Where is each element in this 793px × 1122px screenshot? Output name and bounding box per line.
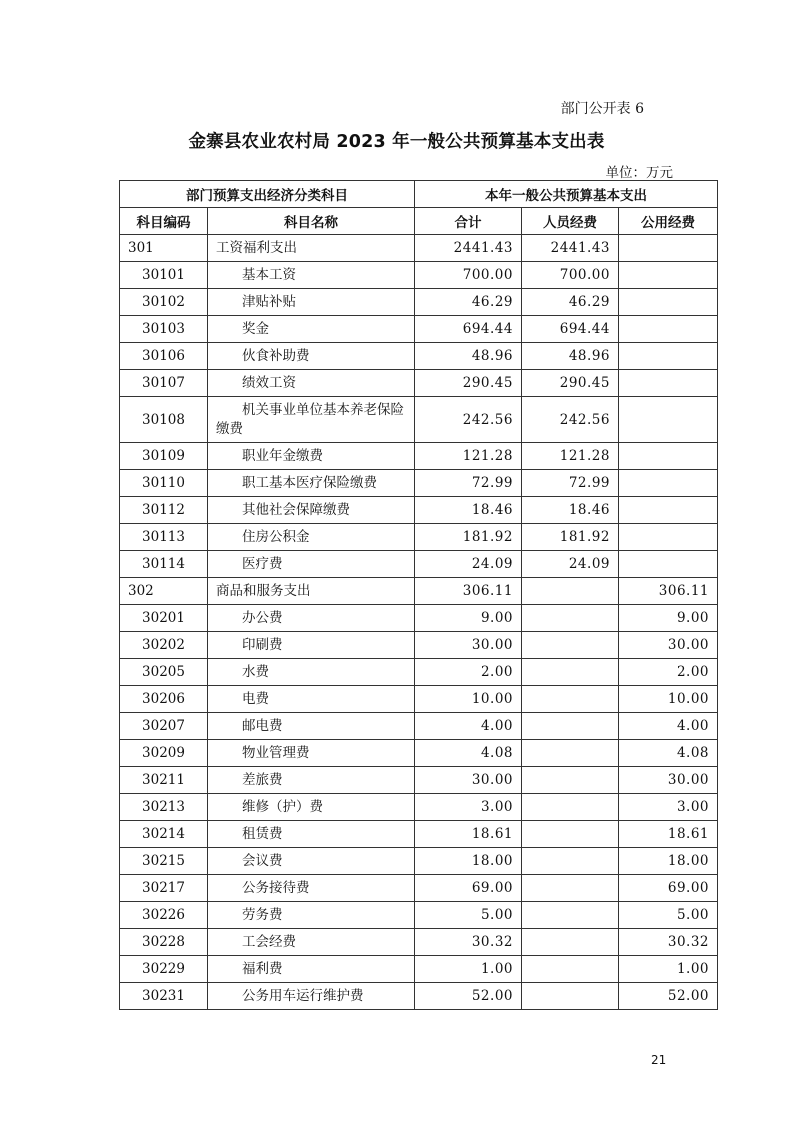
cell-total: 46.29 <box>415 289 522 316</box>
cell-code: 30201 <box>120 605 208 632</box>
cell-code: 30202 <box>120 632 208 659</box>
cell-public: 2.00 <box>619 659 718 686</box>
cell-public <box>619 262 718 289</box>
table-row <box>120 740 718 767</box>
cell-name: 商品和服务支出 <box>208 578 415 605</box>
cell-name: 印刷费 <box>208 632 415 659</box>
cell-total: 306.11 <box>415 578 522 605</box>
cell-public: 52.00 <box>619 983 718 1010</box>
cell-name: 邮电费 <box>208 713 415 740</box>
cell-name: 伙食补助费 <box>208 343 415 370</box>
cell-code: 30205 <box>120 659 208 686</box>
cell-code: 30114 <box>120 551 208 578</box>
cell-code: 30112 <box>120 497 208 524</box>
cell-total: 242.56 <box>415 397 522 443</box>
table-row <box>120 289 718 316</box>
cell-code: 30214 <box>120 821 208 848</box>
header-economic-classification: 部门预算支出经济分类科目 <box>120 181 415 208</box>
cell-code: 30110 <box>120 470 208 497</box>
cell-total: 48.96 <box>415 343 522 370</box>
cell-public: 18.61 <box>619 821 718 848</box>
cell-personnel <box>522 767 619 794</box>
cell-public: 1.00 <box>619 956 718 983</box>
cell-name: 工会经费 <box>208 929 415 956</box>
cell-name: 劳务费 <box>208 902 415 929</box>
table-row <box>120 497 718 524</box>
cell-code: 30108 <box>120 397 208 443</box>
cell-total: 9.00 <box>415 605 522 632</box>
header-public: 公用经费 <box>619 208 718 235</box>
table-row <box>120 875 718 902</box>
cell-personnel: 290.45 <box>522 370 619 397</box>
cell-code: 30231 <box>120 983 208 1010</box>
header-basic-expenditure: 本年一般公共预算基本支出 <box>415 181 718 208</box>
page-title: 金寨县农业农村局 2023 年一般公共预算基本支出表 <box>188 132 605 152</box>
cell-name: 津贴补贴 <box>208 289 415 316</box>
cell-name: 会议费 <box>208 848 415 875</box>
cell-name: 公务用车运行维护费 <box>208 983 415 1010</box>
table-row <box>120 929 718 956</box>
cell-personnel <box>522 605 619 632</box>
cell-code: 30226 <box>120 902 208 929</box>
cell-name: 机关事业单位基本养老保险缴费 <box>208 397 415 443</box>
cell-name: 差旅费 <box>208 767 415 794</box>
cell-name: 维修（护）费 <box>208 794 415 821</box>
cell-code: 30206 <box>120 686 208 713</box>
table-row <box>120 902 718 929</box>
cell-public: 4.08 <box>619 740 718 767</box>
table-row <box>120 316 718 343</box>
cell-code: 30228 <box>120 929 208 956</box>
table-row <box>120 713 718 740</box>
table-row <box>120 235 718 262</box>
cell-total: 700.00 <box>415 262 522 289</box>
cell-public: 306.11 <box>619 578 718 605</box>
cell-name: 住房公积金 <box>208 524 415 551</box>
cell-personnel <box>522 578 619 605</box>
cell-name: 绩效工资 <box>208 370 415 397</box>
cell-personnel: 121.28 <box>522 443 619 470</box>
cell-personnel: 72.99 <box>522 470 619 497</box>
cell-public <box>619 289 718 316</box>
table-row <box>120 956 718 983</box>
cell-public: 30.00 <box>619 767 718 794</box>
cell-total: 5.00 <box>415 902 522 929</box>
table-number: 部门公开表 6 <box>560 101 644 117</box>
cell-public <box>619 443 718 470</box>
cell-public <box>619 470 718 497</box>
header-name: 科目名称 <box>208 208 415 235</box>
cell-personnel: 700.00 <box>522 262 619 289</box>
table-row <box>120 551 718 578</box>
cell-total: 52.00 <box>415 983 522 1010</box>
cell-total: 181.92 <box>415 524 522 551</box>
cell-public <box>619 497 718 524</box>
cell-personnel <box>522 848 619 875</box>
cell-public: 10.00 <box>619 686 718 713</box>
table-row <box>120 370 718 397</box>
cell-total: 10.00 <box>415 686 522 713</box>
cell-code: 30109 <box>120 443 208 470</box>
cell-total: 72.99 <box>415 470 522 497</box>
table-row <box>120 262 718 289</box>
header-total: 合计 <box>415 208 522 235</box>
budget-table <box>119 180 718 1010</box>
cell-personnel <box>522 821 619 848</box>
cell-code: 30213 <box>120 794 208 821</box>
table-row <box>120 524 718 551</box>
cell-total: 69.00 <box>415 875 522 902</box>
cell-total: 18.46 <box>415 497 522 524</box>
cell-code: 30207 <box>120 713 208 740</box>
cell-name: 办公费 <box>208 605 415 632</box>
table-row <box>120 821 718 848</box>
table-row <box>120 632 718 659</box>
cell-public: 9.00 <box>619 605 718 632</box>
cell-public: 4.00 <box>619 713 718 740</box>
cell-total: 290.45 <box>415 370 522 397</box>
cell-public <box>619 551 718 578</box>
cell-public: 5.00 <box>619 902 718 929</box>
table-row <box>120 397 718 443</box>
table-row <box>120 686 718 713</box>
table-row <box>120 794 718 821</box>
cell-personnel <box>522 632 619 659</box>
cell-code: 30106 <box>120 343 208 370</box>
cell-personnel <box>522 740 619 767</box>
cell-code: 30217 <box>120 875 208 902</box>
table-row <box>120 470 718 497</box>
cell-name: 工资福利支出 <box>208 235 415 262</box>
cell-code: 302 <box>120 578 208 605</box>
cell-code: 30107 <box>120 370 208 397</box>
cell-personnel <box>522 713 619 740</box>
cell-name: 医疗费 <box>208 551 415 578</box>
cell-public: 3.00 <box>619 794 718 821</box>
cell-public <box>619 397 718 443</box>
cell-name: 租赁费 <box>208 821 415 848</box>
table-row <box>120 443 718 470</box>
cell-personnel: 18.46 <box>522 497 619 524</box>
table-row <box>120 983 718 1010</box>
cell-total: 18.61 <box>415 821 522 848</box>
cell-total: 30.32 <box>415 929 522 956</box>
cell-code: 30113 <box>120 524 208 551</box>
table-row <box>120 767 718 794</box>
cell-personnel <box>522 902 619 929</box>
cell-code: 30101 <box>120 262 208 289</box>
table-row <box>120 605 718 632</box>
cell-code: 30211 <box>120 767 208 794</box>
cell-personnel <box>522 659 619 686</box>
cell-personnel: 2441.43 <box>522 235 619 262</box>
cell-name: 物业管理费 <box>208 740 415 767</box>
cell-total: 1.00 <box>415 956 522 983</box>
cell-total: 3.00 <box>415 794 522 821</box>
cell-code: 301 <box>120 235 208 262</box>
cell-personnel: 46.29 <box>522 289 619 316</box>
cell-code: 30102 <box>120 289 208 316</box>
cell-public: 18.00 <box>619 848 718 875</box>
cell-personnel <box>522 875 619 902</box>
table-row <box>120 848 718 875</box>
cell-total: 2441.43 <box>415 235 522 262</box>
cell-total: 694.44 <box>415 316 522 343</box>
cell-personnel <box>522 686 619 713</box>
cell-public: 69.00 <box>619 875 718 902</box>
cell-name: 其他社会保障缴费 <box>208 497 415 524</box>
cell-name: 电费 <box>208 686 415 713</box>
cell-total: 4.08 <box>415 740 522 767</box>
cell-public: 30.00 <box>619 632 718 659</box>
table-row <box>120 578 718 605</box>
header-code: 科目编码 <box>120 208 208 235</box>
cell-code: 30103 <box>120 316 208 343</box>
cell-personnel: 48.96 <box>522 343 619 370</box>
cell-name: 基本工资 <box>208 262 415 289</box>
cell-total: 2.00 <box>415 659 522 686</box>
cell-name: 职工基本医疗保险缴费 <box>208 470 415 497</box>
cell-name: 公务接待费 <box>208 875 415 902</box>
cell-name: 水费 <box>208 659 415 686</box>
cell-public <box>619 524 718 551</box>
cell-personnel <box>522 956 619 983</box>
cell-public <box>619 316 718 343</box>
cell-total: 121.28 <box>415 443 522 470</box>
cell-code: 30229 <box>120 956 208 983</box>
cell-code: 30209 <box>120 740 208 767</box>
header-personnel: 人员经费 <box>522 208 619 235</box>
unit-label: 单位：万元 <box>605 165 673 181</box>
cell-public <box>619 235 718 262</box>
cell-public <box>619 370 718 397</box>
cell-code: 30215 <box>120 848 208 875</box>
cell-total: 18.00 <box>415 848 522 875</box>
page-number: 21 <box>651 1053 667 1067</box>
cell-personnel: 181.92 <box>522 524 619 551</box>
cell-total: 30.00 <box>415 632 522 659</box>
cell-total: 4.00 <box>415 713 522 740</box>
cell-name: 职业年金缴费 <box>208 443 415 470</box>
cell-personnel <box>522 794 619 821</box>
cell-name: 福利费 <box>208 956 415 983</box>
cell-name: 奖金 <box>208 316 415 343</box>
cell-personnel: 694.44 <box>522 316 619 343</box>
cell-total: 24.09 <box>415 551 522 578</box>
cell-personnel <box>522 983 619 1010</box>
cell-total: 30.00 <box>415 767 522 794</box>
cell-public: 30.32 <box>619 929 718 956</box>
cell-personnel <box>522 929 619 956</box>
table-row <box>120 659 718 686</box>
cell-personnel: 242.56 <box>522 397 619 443</box>
cell-public <box>619 343 718 370</box>
cell-personnel: 24.09 <box>522 551 619 578</box>
table-row <box>120 343 718 370</box>
